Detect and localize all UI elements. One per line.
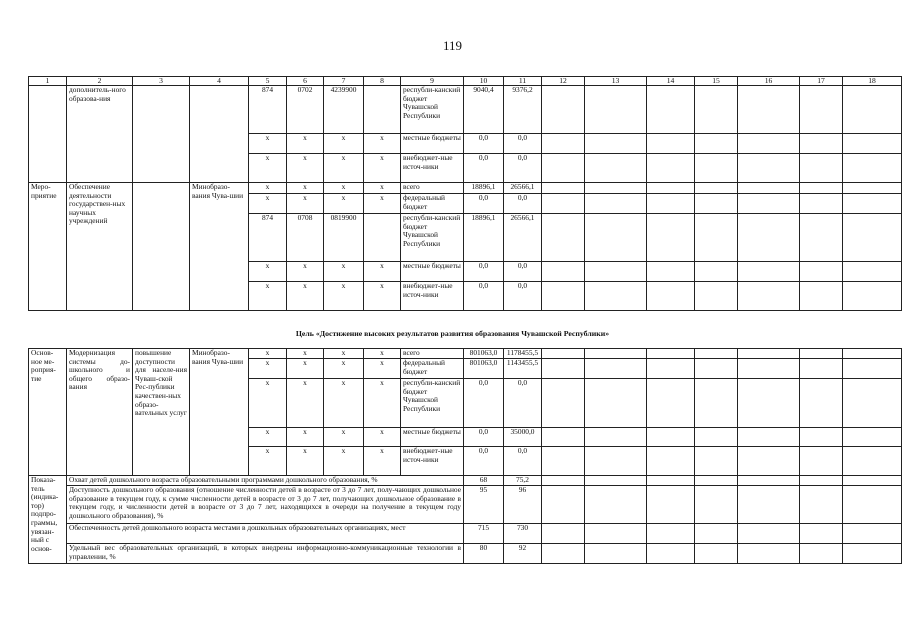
cell-csr: x bbox=[324, 134, 364, 154]
cell-source: всего bbox=[401, 183, 464, 194]
cell-source: местные бюджеты bbox=[401, 428, 464, 447]
cell-value: 0,0 bbox=[464, 428, 504, 447]
col-header: 6 bbox=[287, 77, 324, 86]
cell-csr: x bbox=[324, 428, 364, 447]
cell-grbs: 874 bbox=[249, 86, 287, 134]
cell-csr: 4239900 bbox=[324, 86, 364, 134]
cell-rzpr: 0702 bbox=[287, 86, 324, 134]
cell-grbs: x bbox=[249, 428, 287, 447]
cell-value: 35000,0 bbox=[504, 428, 542, 447]
cell-vr: x bbox=[364, 134, 401, 154]
col-header: 11 bbox=[504, 77, 542, 86]
cell-value: 75,2 bbox=[504, 476, 542, 486]
indicator-text: Обеспеченность детей дошкольного возраста местами в дошкольных образовательных организациях, мест bbox=[67, 524, 464, 544]
cell-rzpr: x bbox=[287, 282, 324, 311]
cell-value: 0,0 bbox=[504, 194, 542, 214]
cell-value: 18896,1 bbox=[464, 214, 504, 262]
col-header: 14 bbox=[647, 77, 695, 86]
cell-rzpr: 0708 bbox=[287, 214, 324, 262]
cell-source: республи-канский бюджет Чувашской Республики bbox=[401, 214, 464, 262]
cell-grbs: 874 bbox=[249, 214, 287, 262]
main-event-name: Модернизация системы до-школьного и общего образо-вания bbox=[67, 349, 133, 476]
cell-value: 0,0 bbox=[504, 262, 542, 282]
cell-value: 26566,1 bbox=[504, 214, 542, 262]
cell bbox=[133, 183, 190, 311]
cell-csr: x bbox=[324, 154, 364, 183]
cell-vr: x bbox=[364, 447, 401, 476]
cell bbox=[29, 86, 67, 183]
table-row bbox=[29, 349, 902, 359]
cell-value: 26566,1 bbox=[504, 183, 542, 194]
col-header: 15 bbox=[695, 77, 738, 86]
cell-source: федеральный бюджет bbox=[401, 359, 464, 379]
program-name: дополнитель-ного образова-ния bbox=[67, 86, 133, 183]
cell-value: 96 bbox=[504, 486, 542, 524]
table-row bbox=[29, 86, 902, 134]
cell-vr: x bbox=[364, 154, 401, 183]
cell-vr: x bbox=[364, 359, 401, 379]
cell-value: 0,0 bbox=[504, 134, 542, 154]
cell-source: республи-канский бюджет Чувашской Республики bbox=[401, 86, 464, 134]
indicator-row bbox=[29, 524, 902, 544]
budget-table-top bbox=[28, 76, 902, 311]
col-header: 9 bbox=[401, 77, 464, 86]
cell-csr: x bbox=[324, 447, 364, 476]
table-row bbox=[29, 183, 902, 194]
cell-csr: x bbox=[324, 349, 364, 359]
indicator-text: Удельный вес образовательных организаций, в которых внедрены информационно-коммуникационные технологии в управлении, % bbox=[67, 544, 464, 564]
cell-source: внебюджет-ные источ-ники bbox=[401, 282, 464, 311]
col-header: 17 bbox=[800, 77, 843, 86]
budget-table-bottom bbox=[28, 348, 902, 564]
cell-csr: x bbox=[324, 194, 364, 214]
col-header: 12 bbox=[542, 77, 585, 86]
cell-value: 0,0 bbox=[504, 447, 542, 476]
cell-grbs: x bbox=[249, 262, 287, 282]
cell-vr bbox=[364, 214, 401, 262]
goal-title: Цель «Достижение высоких результатов развития образования Чувашской Республики» bbox=[295, 329, 610, 338]
cell-value: 68 bbox=[464, 476, 504, 486]
cell-value: 92 bbox=[504, 544, 542, 564]
cell-value: 9040,4 bbox=[464, 86, 504, 134]
cell-value: 1143455,5 bbox=[504, 359, 542, 379]
cell-csr: x bbox=[324, 359, 364, 379]
indicator-label: Показа-тель (индика-тор) подпро-граммы, увязан-ный с основ- bbox=[29, 476, 67, 564]
cell-csr: 0819900 bbox=[324, 214, 364, 262]
cell-grbs: x bbox=[249, 134, 287, 154]
col-header: 7 bbox=[324, 77, 364, 86]
cell-source: всего bbox=[401, 349, 464, 359]
cell-grbs: x bbox=[249, 282, 287, 311]
cell-vr: x bbox=[364, 183, 401, 194]
cell bbox=[190, 86, 249, 183]
executor: Минобразо-вания Чува-шии bbox=[190, 349, 249, 476]
cell-source: федеральный бюджет bbox=[401, 194, 464, 214]
col-header: 16 bbox=[738, 77, 800, 86]
col-header: 1 bbox=[29, 77, 67, 86]
cell-value: 0,0 bbox=[464, 262, 504, 282]
cell-value: 95 bbox=[464, 486, 504, 524]
cell-vr: x bbox=[364, 379, 401, 428]
indicator-text: Охват детей дошкольного возраста образовательными программами дошкольного образования, % bbox=[67, 476, 464, 486]
row-type: Меро-приятие bbox=[29, 183, 67, 311]
column-number-row bbox=[29, 77, 902, 86]
cell-rzpr: x bbox=[287, 262, 324, 282]
cell-rzpr: x bbox=[287, 349, 324, 359]
cell-rzpr: x bbox=[287, 379, 324, 428]
cell-value: 0,0 bbox=[504, 379, 542, 428]
indicator-row bbox=[29, 544, 902, 564]
col-header: 13 bbox=[585, 77, 647, 86]
cell-source: местные бюджеты bbox=[401, 262, 464, 282]
executor: Минобразо-вания Чува-шии bbox=[190, 183, 249, 311]
cell-vr: x bbox=[364, 262, 401, 282]
col-header: 10 bbox=[464, 77, 504, 86]
cell-value: 0,0 bbox=[504, 154, 542, 183]
cell-value: 0,0 bbox=[464, 194, 504, 214]
cell-value: 0,0 bbox=[464, 134, 504, 154]
indicator-row bbox=[29, 486, 902, 524]
cell-vr: x bbox=[364, 428, 401, 447]
cell-value: 1178455,5 bbox=[504, 349, 542, 359]
cell-value: 80 bbox=[464, 544, 504, 564]
cell-csr: x bbox=[324, 282, 364, 311]
cell-source: республи-канский бюджет Чувашской Республики bbox=[401, 379, 464, 428]
col-header: 2 bbox=[67, 77, 133, 86]
cell-grbs: x bbox=[249, 447, 287, 476]
cell-source: местные бюджеты bbox=[401, 134, 464, 154]
cell-rzpr: x bbox=[287, 154, 324, 183]
cell-value: 18896,1 bbox=[464, 183, 504, 194]
cell-vr: x bbox=[364, 194, 401, 214]
cell-value: 0,0 bbox=[504, 282, 542, 311]
goal-task: повышение доступности для населе-ния Чуваш-ской Рес-публики качествен-ных образо-вательных услуг bbox=[133, 349, 190, 476]
cell-vr: x bbox=[364, 349, 401, 359]
cell-vr: x bbox=[364, 282, 401, 311]
cell-value: 0,0 bbox=[464, 282, 504, 311]
cell-rzpr: x bbox=[287, 447, 324, 476]
col-header: 5 bbox=[249, 77, 287, 86]
event-name: Обеспечение деятельности государствен-ных научных учреждений bbox=[67, 183, 133, 311]
cell-value: 0,0 bbox=[464, 447, 504, 476]
cell-source: внебюджет-ные источ-ники bbox=[401, 154, 464, 183]
cell-rzpr: x bbox=[287, 183, 324, 194]
cell-value: 715 bbox=[464, 524, 504, 544]
cell-value: 801063,0 bbox=[464, 359, 504, 379]
cell-grbs: x bbox=[249, 349, 287, 359]
col-header: 8 bbox=[364, 77, 401, 86]
cell-value: 9376,2 bbox=[504, 86, 542, 134]
cell-vr bbox=[364, 86, 401, 134]
cell-value: 730 bbox=[504, 524, 542, 544]
cell-source: внебюджет-ные источ-ники bbox=[401, 447, 464, 476]
cell-csr: x bbox=[324, 379, 364, 428]
cell-rzpr: x bbox=[287, 134, 324, 154]
cell bbox=[133, 86, 190, 183]
cell-value: 801063,0 bbox=[464, 349, 504, 359]
col-header: 18 bbox=[843, 77, 902, 86]
cell-grbs: x bbox=[249, 359, 287, 379]
cell-value: 0,0 bbox=[464, 154, 504, 183]
cell-csr: x bbox=[324, 262, 364, 282]
cell-grbs: x bbox=[249, 379, 287, 428]
cell-rzpr: x bbox=[287, 428, 324, 447]
indicator-row bbox=[29, 476, 902, 486]
cell-value: 0,0 bbox=[464, 379, 504, 428]
cell-grbs: x bbox=[249, 183, 287, 194]
page-number: 119 bbox=[442, 38, 463, 53]
cell-grbs: x bbox=[249, 194, 287, 214]
cell-rzpr: x bbox=[287, 359, 324, 379]
col-header: 4 bbox=[190, 77, 249, 86]
cell-rzpr: x bbox=[287, 194, 324, 214]
indicator-text: Доступность дошкольного образования (отношение численности детей в возрасте от 3 до 7 лет, полу-чающих дошкольное образование в текущем году, к сумме численности детей в возрасте от 3 до 7 лет, получающих дошкольное образование в текущем году, и численности детей в возрасте от 3 до 7 лет, находящихся в очереди на получение в текущем году дошкольного образования), % bbox=[67, 486, 464, 524]
cell-grbs: x bbox=[249, 154, 287, 183]
col-header: 3 bbox=[133, 77, 190, 86]
cell-csr: x bbox=[324, 183, 364, 194]
row-type: Основ-ное ме-роприя-тие bbox=[29, 349, 67, 476]
